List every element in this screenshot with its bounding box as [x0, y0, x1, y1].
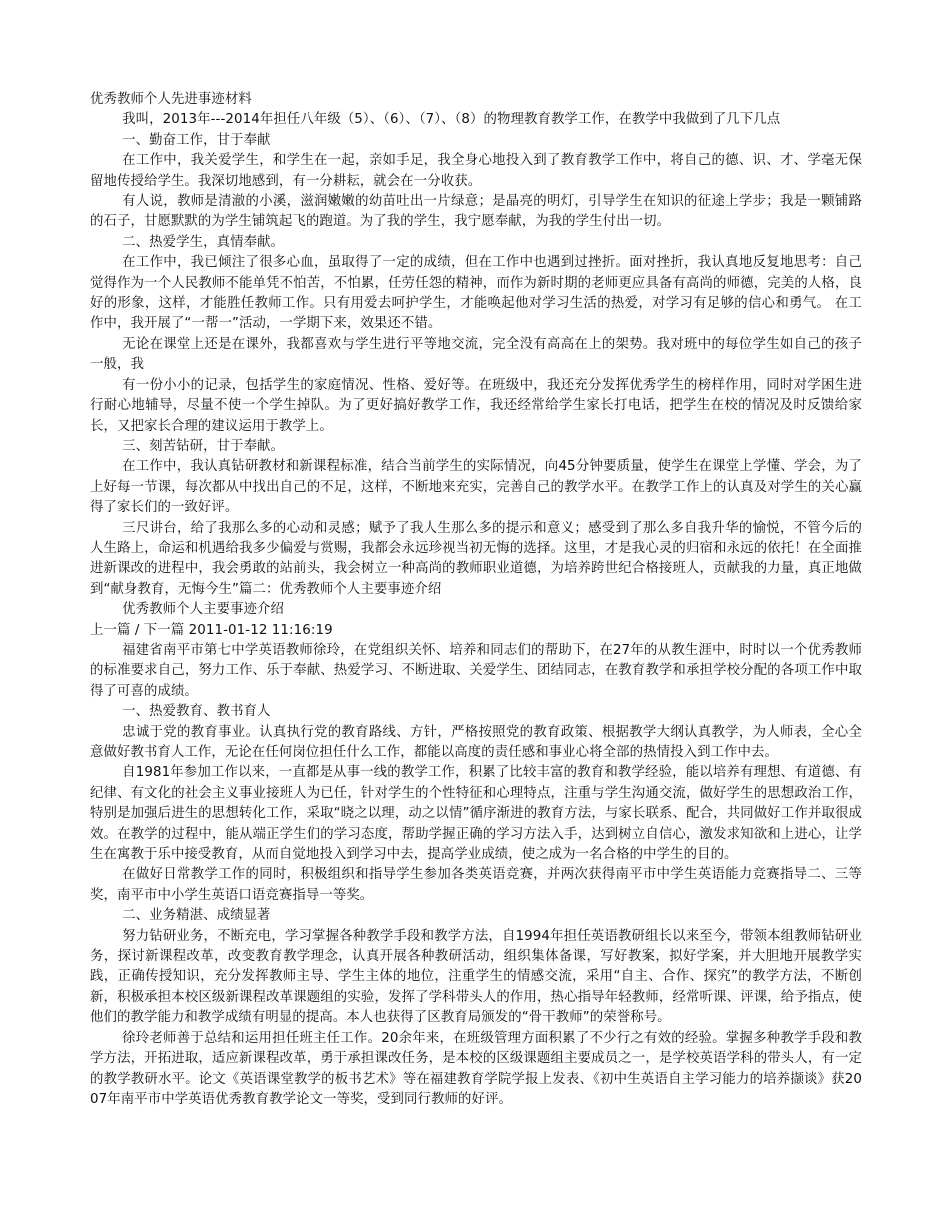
paragraph: 有一份小小的记录，包括学生的家庭情况、性格、爱好等。在班级中，我还充分发挥优秀学生的榜样作用，同时对学困生进行耐心地辅导，尽量不使一个学生掉队。为了更好搞好教学工作，我还经常给学生家长打电话，把学生在校的情况及时反馈给家长，又把家长合理的建议运用于教学上。 [90, 377, 862, 434]
paragraph: 无论在课堂上还是在课外，我都喜欢与学生进行平等地交流，完全没有高高在上的架势。我对班中的每位学生如自己的孩子一般，我 [90, 336, 862, 373]
section-heading: 二、业务精湛、成绩显著 [122, 908, 271, 924]
paragraph: 在做好日常教学工作的同时，积极组织和指导学生参加各类英语竞赛，并两次获得南平市中学生英语能力竞赛指导二、三等奖，南平市中小学生英语口语竞赛指导一等奖。 [90, 867, 862, 903]
paragraph: 福建省南平市第七中学英语教师徐玲，在党组织关怀、培养和同志们的帮助下，在27年的从教生涯中，时时以一个优秀教师的标准要求自己，努力工作、乐于奉献、热爱学习、不断进取、关爱学生、团结同志，在教育教学和承担学校分配的各项工作中取得了可喜的成绩。 [90, 642, 862, 699]
document-title: 优秀教师个人先进事迹材料 [90, 92, 252, 107]
section-heading: 一、勤奋工作，甘于奉献 [122, 132, 271, 148]
paragraph: 忠诚于党的教育事业。认真执行党的教育路线、方针，严格按照党的教育政策、根据教学大纲认真教学，为人师表，全心全意做好教书育人工作，无论在任何岗位担任什么工作，都能以高度的责任感和事业心将全部的热情投入到工作中去。 [90, 724, 862, 760]
section-heading: 一、热爱教育、教书育人 [122, 704, 271, 720]
paragraph: 在工作中，我关爱学生，和学生在一起，亲如手足，我全身心地投入到了教育教学工作中，将自己的德、识、才、学毫无保留地传授给学生。我深切地感到，有一分耕耘，就会在一分收获。 [90, 153, 862, 189]
section-heading: 二、热爱学生，真情奉献。 [122, 234, 285, 250]
paragraph: 徐玲老师善于总结和运用担任班主任工作。20余年来，在班级管理方面积累了不少行之有效的经验。掌握多种教学手段和教学方法，开拓进取，适应新课程改革，勇于承担课改任务，是本校的区级课题组主要成员之一，是学校英语学科的带头人，有一定的教学教研水平。论文《英语课堂教学的板书艺术》等在福建教育学院学报上发表、《初中生英语自主学习能力的培养撷谈》获2007年南平市中学英语优秀教育教学论文一等奖，受到同行教师的好评。 [90, 1030, 862, 1107]
intro-paragraph: 我叫，2013年---2014年担任八年级（5）、（6）、（7）、（8）的物理教育教学工作，在教学中我做到了几下几点 [122, 112, 781, 128]
paragraph: 在工作中，我认真钻研教材和新课程标准，结合当前学生的实际情况，向45分钟要质量，使学生在课堂上学懂、学会，为了上好每一节课，每次都从中找出自己的不足，这样，不断地来充实，完善自己的教学水平。在教学工作上的认真及对学生的关心赢得了家长们的一致好评。 [90, 459, 862, 516]
document-body [90, 90, 862, 1110]
paragraph: 自1981年参加工作以来，一直都是从事一线的教学工作，积累了比较丰富的教育和教学经验，能以培养有理想、有道德、有纪律、有文化的社会主义事业接班人为已任，针对学生的个性特征和心理特点，注重与学生沟通交流，做好学生的思想政治工作，特别是加强后进生的思想转化工作，采取“晓之以理，动之以情”循序渐进的教育方法，与家长联系、配合，共同做好工作并取很成效。在教学的过程中，能从端正学生们的学习态度，帮助学握正确的学习方法入手，达到树立自信心，激发求知欲和上进心，让学生在寓教于乐中接受教育，从而自觉地投入到学习中去，提高学业成绩，使之成为一名合格的中学生的目的。 [90, 765, 862, 863]
subtitle: 优秀教师个人主要事迹介绍 [122, 602, 285, 618]
post-meta: 上一篇 / 下一篇 2011-01-12 11:16:19 [90, 622, 333, 638]
paragraph: 有人说，教师是清澈的小溪，滋润嫩嫩的幼苗吐出一片绿意；是晶亮的明灯，引导学生在知识的征途上学步；我是一颗铺路的石子，甘愿默默的为学生铺筑起飞的跑道。为了我的学生，我宁愿奉献，为我的学生付出一切。 [90, 194, 862, 230]
section-heading: 三、刻苦钻研，甘于奉献。 [122, 438, 285, 454]
paragraph: 努力钻研业务，不断充电，学习掌握各种教学手段和教学方法，自1994年担任英语教研组长以来至今，带领本组教师钻研业务，探讨新课程改革，改变教育教学理念，认真开展各种教研活动，组织集体备课，写好教案，拟好学案，并大胆地开展教学实践，正确传授知识，充分发挥教师主导、学生主体的地位，注重学生的情感交流，采用“自主、合作、探究”的教学方法，不断创新，积极承担本校区级新课程改革课题组的实验，发挥了学科带头人的作用，热心指导年轻教师，经常听课、评课，给予指点，使他们的教学能力和教学成绩有明显的提高。本人也获得了区教育局颁发的“骨干教师”的荣誉称号。 [90, 928, 862, 1026]
paragraph: 三尺讲台，给了我那么多的心动和灵感；赋予了我人生那么多的提示和意义；感受到了那么多自我升华的愉悦，不管今后的人生路上，命运和机遇给我多少偏爱与赏赐，我都会永远珍视当初无悔的选择。这里，才是我心灵的归宿和永远的依托！在全面推进新课改的进程中，我会勇敢的站前头，我会树立一种高尚的教师职业道德，为培养跨世纪合格接班人，贡献我的力量，真正地做到“献身教育，无悔今生”篇二：优秀教师个人主要事迹介绍 [90, 520, 862, 597]
paragraph: 在工作中，我已倾注了很多心血，虽取得了一定的成绩，但在工作中也遇到过挫折。面对挫折，我认真地反复地思考：自己觉得作为一个人民教师不能单凭不怕苦，不怕累，任劳任怨的精神，而作为新时期的老师更应具备有高尚的师德，完美的人格，良好的形象，这样，才能胜任教师工作。只有用爱去呵护学生，才能唤起他对学习生活的热爱，对学习有足够的信心和勇气。 在工作中，我开展了“一帮一”活动，一学期下来，效果还不错。 [90, 255, 862, 332]
